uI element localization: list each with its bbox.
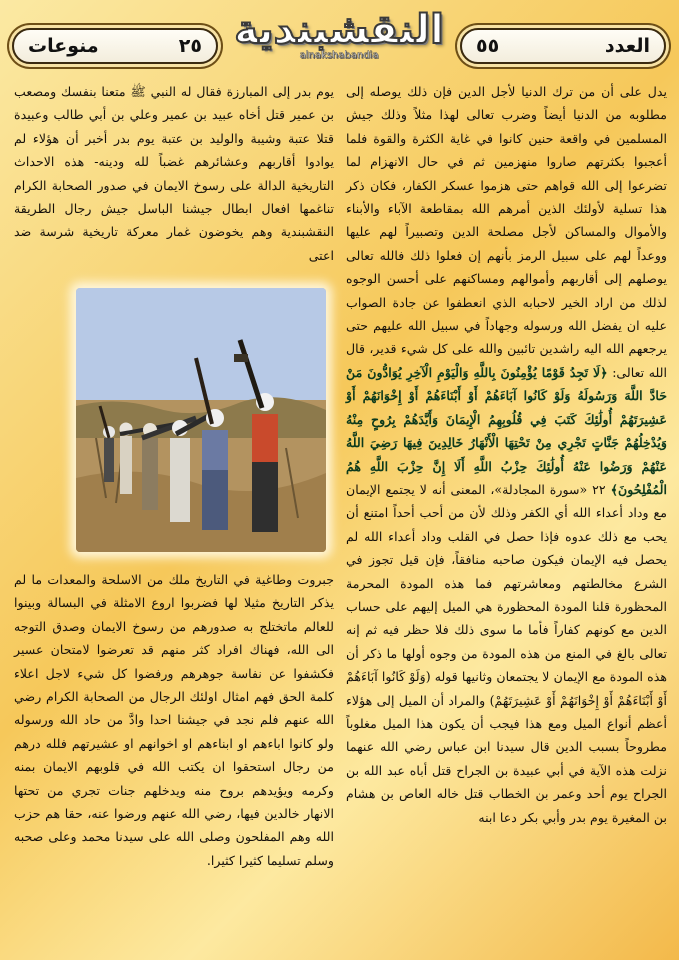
verse-reference: ٢٢ «سورة المجادلة»،	[490, 481, 606, 497]
article-text-conclusion: جبروت وطاغية في التاريخ ملك من الاسلحة والمعدات ما لم يذكر التاريخ مثيلا لها فضربوا اروع الامثلة في البسالة وبينوا للعالم ماتختلج به صدورهم من رسوخ الايمان وصدق التوجه الى الله، فهناك افراد كثر منهم قد تعرضوا لامتحان عسير فكشفوا عن نفاسة جوهرهم ورفضوا كل شيء لاجل اعلاء كلمة الحق فهم امثال اولئك الرجال من الصحابة الكرام رضي الله عنهم فلم نجد في جيشنا احدا وادَّ من حاد الله ورسوله ولو كانوا اباءهم او ابناءهم او اخوانهم او عشيرتهم فلله درهم من رجال استحقوا ان يكتب الله في قلوبهم الايمان بمنه وكرمه ويؤيدهم بروح منه ويدخلهم جنات تجري من تحتها الانهار خالدين فيها، رضي الله عنهم ورضوا عنه، حقا هم حزب الله وهم المفلحون وصلى الله على سيدنا محمد وعلى صحبه وسلم تسليما كثيرا كثيرا.	[14, 572, 334, 868]
page-section-banner	[12, 28, 218, 64]
fighters-photo	[76, 288, 326, 552]
issue-number: ٥٥	[476, 35, 500, 57]
magazine-logo	[226, 4, 452, 76]
page-header	[0, 0, 679, 82]
paragraph-after-verse: المعنى أنه لا يجتمع الإيمان مع وداد أعداء الله أي الكفر وذلك لأن من أحب أحداً امتنع أن يحب مع ذلك عدوه فإذا حصل في القلب وداد أعداء الله لم يحصل فيه الإيمان فيكون صاحبه منافقاً، فإن قيل تجوز في الشرع مخالطتهم ومعاشرتهم فما هذه المودة المحرمة المحظورة قلنا المودة المحظورة هي الميل إليهم على حساب الدين مع كونهم كفاراً فأما ما سوى ذلك فلا حظر فيه ثم إنه تعالى بالغ في المنع من هذه المودة من وجوه أولها ما ذكر أن هذه المودة مع الإيمان لا يجتمعان وثانيها قوله (وَلَوْ كَانُوا آبَاءَهُمْ أَوْ أَبْنَاءَهُمْ أَوْ إِخْوَانَهُمْ أَوْ عَشِيرَتَهُمْ) والمراد أن الميل إلى هؤلاء أعظم أنواع الميل ومع هذا فيجب أن يكون هذا الميل مغلوباً مطروحاً بسبب الدين قال سيدنا ابن عباس رضي الله عنهما نزلت هذه الآية في أبي عبيدة بن الجراح قتل أباه عبد الله بن الجراح يوم أحد وعمر بن الخطاب قتل خاله العاص بن هشام بن المغيرة يوم بدر وأبي بكر دعا ابنه	[346, 481, 667, 825]
article-text-continued: يوم بدر إلى المبارزة فقال له النبي ﷺ متعنا بنفسك ومصعب بن عمير قتل أخاه عبيد بن عمير وعلي بن أبي طالب وعبيدة قتلا عتبة وشيبة والوليد بن عتبة يوم بدر أخبر أن هؤلاء لم يوادوا أقاربهم وعشائرهم غضباً لله ودينه- هذه الاحداث التاريخية الدالة على رسوخ الايمان في صدور الصحابة الكرام تناغمها افعال ابطال جيشنا الباسل جيش رجال الطريقة النقشبندية وهم يخوضون غمار معركة تاريخية شرسة ضد اعتى	[14, 84, 334, 263]
logo-title: النقشبندية	[234, 7, 444, 53]
left-column-bottom	[14, 568, 334, 872]
page-number: ٢٥	[178, 35, 202, 57]
issue-label: العدد	[604, 35, 650, 57]
left-column-top	[14, 80, 334, 267]
logo-subtitle: alnakshabandia	[299, 50, 379, 61]
right-column	[346, 80, 667, 829]
paragraph-before-verse: يدل على أن من ترك الدنيا لأجل الدين فإن ذلك يوصله إلى مطلوبه من الدنيا أيضاً وضرب تعالى لهذا مثلاً وذلك جيش المسلمين في واقعة حنين كانوا في غاية الكثرة والقوة فلما أعجبوا بكثرتهم صاروا منهزمين ثم في حال الانهزام لما تضرعوا إلى الله قواهم حتى هزموا عسكر الكفار، فكان ذكر هذا تسلية لأولئك الذين أمرهم الله بمقاطعة الآباء والأبناء والأموال والمساكن لأجل مصلحة الدين وتصبيراً لهم عليها ووعداً لهم على سبيل الرمز بأنهم إن فعلوا ذلك فالله تعالى يوصلهم إلى أقاربهم وأموالهم ومساكنهم على أحسن الوجوه لذلك من اراد الخير لاحبابه الذي انعطفوا عن جادة الصواب عليه ان يفضل الله ورسوله وجهاداً في سبيل الله عليهم حتى يرجعهم الله اليه راشدين تائبين والله على كل شيء قدير، قال الله تعالى:	[346, 84, 668, 380]
article-text	[346, 80, 667, 829]
quran-verse: ﴿لَا تَجِدُ قَوْمًا يُؤْمِنُونَ بِاللَّهِ وَالْيَوْمِ الْآخِرِ يُوَادُّونَ مَنْ حَادَّ اللَّهَ وَرَسُولَهُ وَلَوْ كَانُوا آبَاءَهُمْ أَوْ أَبْنَاءَهُمْ أَوْ إِخْوَانَهُمْ أَوْ عَشِيرَتَهُمْ أُولَٰئِكَ كَتَبَ فِي قُلُوبِهِمُ الْإِيمَانَ وَأَيَّدَهُمْ بِرُوحٍ مِنْهُ وَيُدْخِلُهُمْ جَنَّاتٍ تَجْرِي مِنْ تَحْتِهَا الْأَنْهَارُ خَالِدِينَ فِيهَا رَضِيَ اللَّهُ عَنْهُمْ وَرَضُوا عَنْهُ أُولَٰئِكَ حِزْبُ اللَّهِ أَلَا إِنَّ حِزْبَ اللَّهِ هُمُ الْمُفْلِحُونَ﴾	[346, 364, 667, 497]
photo-fighters-firing-rifles-icon	[76, 288, 326, 552]
section-label: منوعات	[28, 35, 99, 57]
issue-banner	[460, 28, 666, 64]
